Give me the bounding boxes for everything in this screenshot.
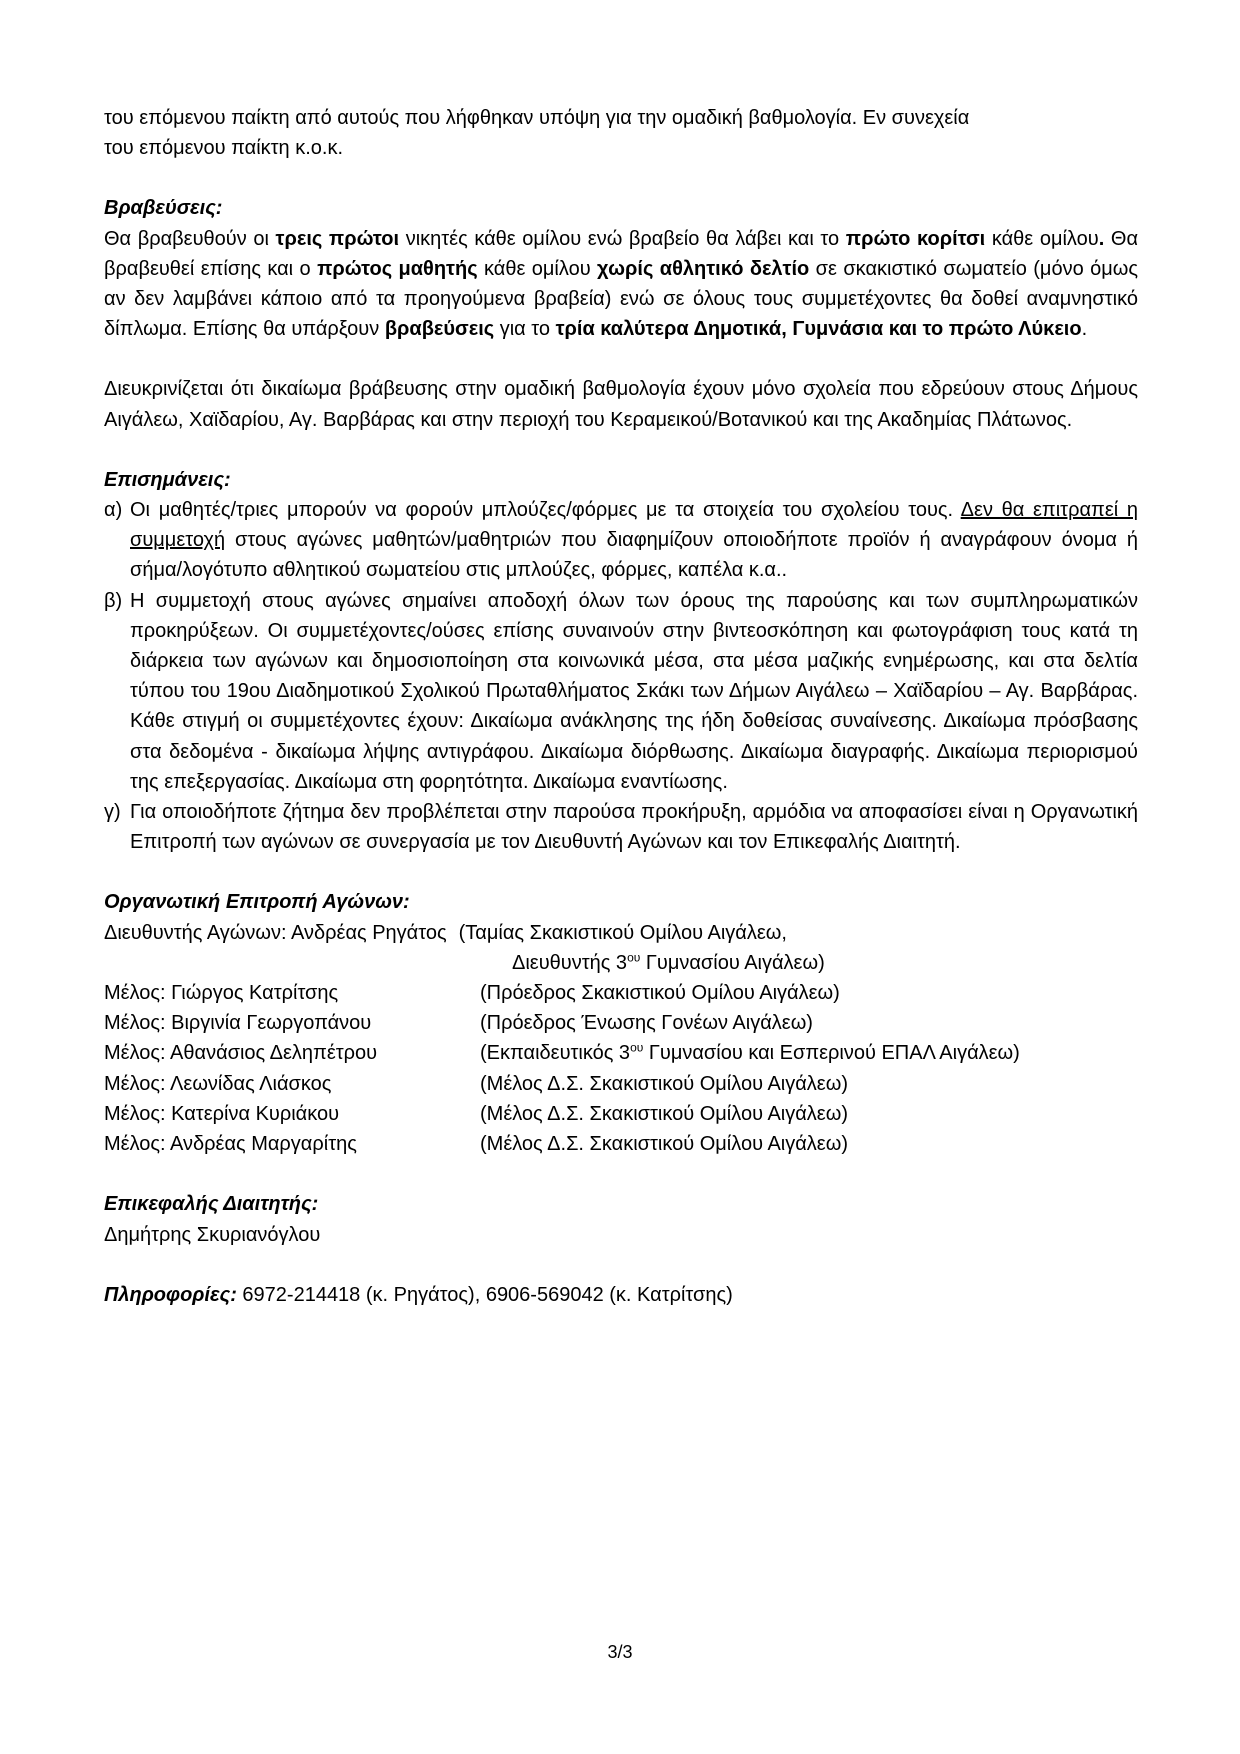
member-affiliation: (Μέλος Δ.Σ. Σκακιστικού Ομίλου Αιγάλεω) [480, 1072, 848, 1095]
committee-member-row [104, 1129, 1138, 1159]
note-marker: γ) [104, 801, 121, 824]
note-item-a [104, 495, 1138, 586]
member-name: Μέλος: Ανδρέας Μαργαρίτης [104, 1133, 357, 1156]
member-affiliation: (Μέλος Δ.Σ. Σκακιστικού Ομίλου Αιγάλεω) [480, 1133, 848, 1156]
committee-director-row-2 [104, 948, 1138, 978]
committee-member-row [104, 1069, 1138, 1099]
page-number: 3/3 [607, 1642, 633, 1662]
member-name: Μέλος: Αθανάσιος Δεληπέτρου [104, 1042, 378, 1065]
member-name: Μέλος: Λεωνίδας Λιάσκος [104, 1072, 332, 1095]
committee-director-role: Διευθυντής Αγώνων: Ανδρέας Ρηγάτος [104, 921, 447, 944]
member-name: Μέλος: Γιώργος Κατρίτσης [104, 982, 339, 1005]
committee-member-row [104, 1008, 1138, 1038]
committee-director-affiliation-2: Διευθυντής $3^{o\upsilon}$ Γυμνασίου Αιγάλεω) [512, 950, 825, 974]
info-line [104, 1280, 1138, 1310]
referee-name: Δημήτρης Σκυριανόγλου [104, 1223, 321, 1246]
committee-director-row [104, 918, 1138, 948]
note-marker: α) [104, 499, 123, 522]
committee-member-row [104, 978, 1138, 1008]
note-text: Οι μαθητές/τριες μπορούν να φορούν μπλούζες/φόρμες με τα στοιχεία του σχολείου τους. Δεν θα επιτραπεί η συμμετοχή στους αγώνες μαθητών/μαθητριών που διαφημίζουν οποιοδήποτε προϊόν ή αναγράφουν όνομα ή σήμα/λογότυπο αθλητικού σωματείου στις μπλούζες, φόρμες, καπέλα κ.α.. [130, 499, 1138, 582]
note-item-c [104, 797, 1138, 857]
note-marker: β) [104, 589, 123, 612]
intro-line-2: του επόμενου παίκτη κ.ο.κ. [104, 137, 344, 160]
committee-director-affiliation: (Ταμίας Σκακιστικού Ομίλου Αιγάλεω, [458, 921, 787, 944]
member-name: Μέλος: Κατερίνα Κυριάκου [104, 1102, 340, 1125]
notes-heading: Επισημάνεις: [104, 468, 231, 491]
member-affiliation: (Πρόεδρος Σκακιστικού Ομίλου Αιγάλεω) [480, 982, 840, 1005]
member-affiliation: (Πρόεδρος Ένωσης Γονέων Αιγάλεω) [480, 1012, 813, 1035]
member-name: Μέλος: Βιργινία Γεωργοπάνου [104, 1012, 372, 1035]
note-text: Η συμμετοχή στους αγώνες σημαίνει αποδοχή όλων των όρους της παρούσης και των συμπληρωματικών προκηρύξεων. Οι συμμετέχοντες/ούσες επίσης συναινούν στην βιντεοσκόπηση και φωτογράφιση τους κατά τη διάρκεια των αγώνων και δημοσιοποίηση στα κοινωνικά μέσα, στα μέσα μαζικής ενημέρωσης, και στα δελτία τύπου του 19ου Διαδημοτικού Σχολικού Πρωταθλήματος Σκάκι των Δήμων Αιγάλεω – Χαϊδαρίου – Αγ. Βαρβάρας. Κάθε στιγμή οι συμμετέχοντες έχουν: Δικαίωμα ανάκλησης της ήδη δοθείσας συναίνεσης. Δικαίωμα πρόσβασης στα δεδομένα - δικαίωμα λήψης αντιγράφου. Δικαίωμα διόρθωσης. Δικαίωμα διαγραφής. Δικαίωμα περιορισμού της επεξεργασίας. Δικαίωμα στη φορητότητα. Δικαίωμα εναντίωσης. [130, 589, 1138, 793]
note-text: Για οποιοδήποτε ζήτημα δεν προβλέπεται στην παρούσα προκήρυξη, αρμόδια να αποφασίσει είναι η Οργανωτική Επιτροπή των αγώνων σε συνεργασία με τον Διευθυντή Αγώνων και τον Επικεφαλής Διαιτητή. [130, 801, 1138, 854]
info-heading: Πληροφορίες: [104, 1283, 237, 1306]
referee-heading: Επικεφαλής Διαιτητής: [104, 1193, 319, 1216]
note-underlined-text: Δεν θα επιτραπεί η συμμετοχή [130, 499, 1138, 552]
awards-paragraph: Θα βραβευθούν οι τρεις πρώτοι νικητές κάθε ομίλου ενώ βραβείο θα λάβει και το πρώτο κορίτσι κάθε ομίλου. Θα βραβευθεί επίσης και ο πρώτος μαθητής κάθε ομίλου χωρίς αθλητικό δελτίο σε σκακιστικό σωματείο (μόνο όμως αν δεν λαμβάνει κάποιο από τα προηγούμενα βραβεία) ενώ σε όλους τους συμμετέχοντες θα δοθεί αναμνηστικό δίπλωμα. Επίσης θα υπάρξουν βραβεύσεις για το τρία καλύτερα Δημοτικά, Γυμνάσια και το πρώτο Λύκειο. [104, 227, 1139, 341]
note-item-b [104, 586, 1138, 797]
awards-clarification: Διευκρινίζεται ότι δικαίωμα βράβευσης στην ομαδική βαθμολογία έχουν μόνο σχολεία που εδρεύουν στους Δήμους Αιγάλεω, Χαϊδαρίου, Αγ. Βαρβάρας και στην περιοχή του Κεραμεικού/Βοτανικού και της Ακαδημίας Πλάτωνος. [104, 378, 1138, 431]
document-page [104, 103, 1138, 1310]
intro-line-1: του επόμενου παίκτη από αυτούς που λήφθηκαν υπόψη για την ομαδική βαθμολογία. Εν συνεχεία [104, 107, 970, 129]
member-affiliation: (Εκπαιδευτικός $3^{o\upsilon}$ Γυμνασίου και Εσπερινού ΕΠΑΛ Αιγάλεω) [480, 1040, 1020, 1065]
info-contacts: 6972-214418 (κ. Ρηγάτος), 6906-569042 (κ. Κατρίτσης) [236, 1283, 733, 1306]
awards-heading: Βραβεύσεις: [104, 197, 223, 220]
committee-member-row [104, 1099, 1138, 1129]
committee-heading: Οργανωτική Επιτροπή Αγώνων: [104, 891, 410, 914]
member-affiliation: (Μέλος Δ.Σ. Σκακιστικού Ομίλου Αιγάλεω) [480, 1102, 848, 1125]
committee-member-row [104, 1038, 1138, 1068]
